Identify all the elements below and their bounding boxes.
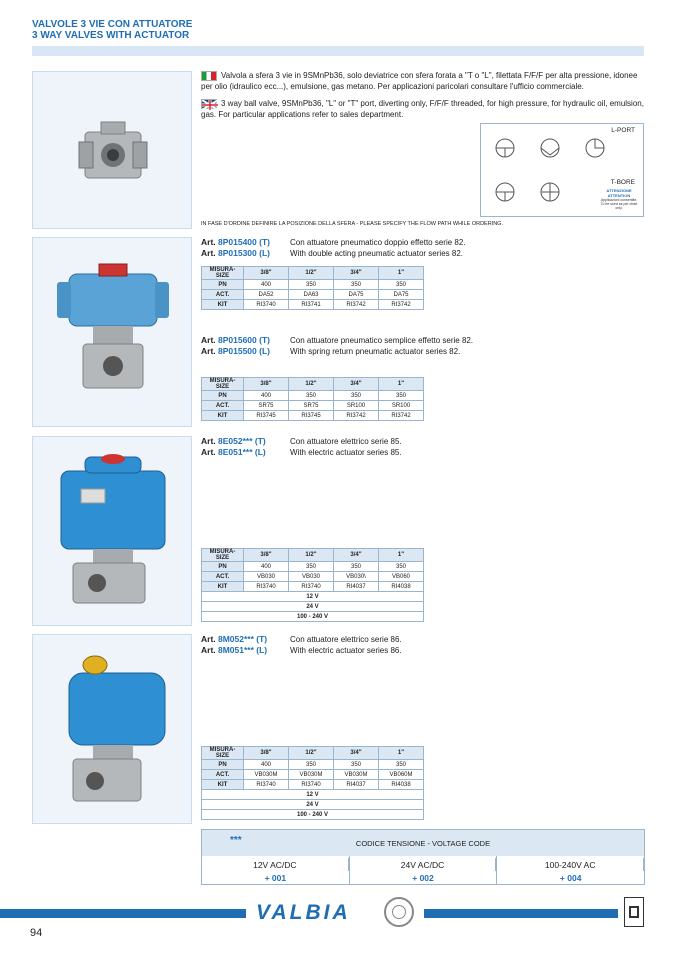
table-row [202,790,424,800]
table-cell: RI4038 [379,780,424,790]
table-cell: 400 [244,391,289,401]
table-cell: SR75 [244,401,289,411]
port-schematics-icon [485,130,605,216]
table-cell: ACT. [202,290,244,300]
art-code-t [201,237,270,248]
voltage-row: 12 V [202,592,424,602]
product-image-electric-85 [32,436,192,626]
stars-marker: *** [230,835,242,846]
table-cell: PN [202,760,244,770]
uk-flag-icon [201,99,217,109]
table-cell: 1" [379,549,424,562]
table-cell: 3/4" [334,549,379,562]
table-cell: RI3740 [244,780,289,790]
table-cell: 1/2" [289,378,334,391]
table-cell: RI3740 [289,780,334,790]
table-cell: RI3745 [244,411,289,421]
table-cell: 350 [289,391,334,401]
voltage-code: + 002 [412,873,434,883]
spec-table-4 [201,746,424,820]
voltage-code-item [350,856,498,885]
voltage-row: 100 - 240 V [202,810,424,820]
table-row [202,549,424,562]
table-cell: PN [202,562,244,572]
table-cell: PN [202,280,244,290]
footer-bar-right [424,909,618,918]
table-cell: 350 [379,562,424,572]
desc-en: With double acting pneumatic actuator series 82. [290,249,463,258]
product-image-electric-86 [32,634,192,824]
art-prefix: Art. [201,237,218,247]
voltage-row: 24 V [202,800,424,810]
table-cell: 3/4" [334,267,379,280]
table-row [202,267,424,280]
section-2-desc [290,335,473,357]
table-cell: 350 [334,391,379,401]
table-cell: 350 [334,760,379,770]
table-cell: 3/4" [334,747,379,760]
table-cell: 400 [244,760,289,770]
table-cell: 3/8" [244,549,289,562]
table-row [202,401,424,411]
footer-bar-left [0,909,246,918]
spec-table-3 [201,548,424,622]
table-cell: RI4038 [379,582,424,592]
table-cell: VB030 [289,572,334,582]
voltage-code-title: CODICE TENSIONE - VOLTAGE CODE [355,839,491,848]
table-cell: RI3740 [289,582,334,592]
art-code: 8M052*** (T) [218,634,268,644]
table-row [202,800,424,810]
art-code-l [201,645,267,656]
section-3-desc [290,436,402,458]
table-cell: 3/4" [334,378,379,391]
table-cell: KIT [202,411,244,421]
section-4-header [201,634,267,656]
section-2-header [201,335,270,357]
art-code: 8E052*** (T) [218,436,266,446]
desc-en: With electric actuator series 86. [290,646,402,655]
art-code: 8P015300 (L) [218,248,270,258]
table-row [202,300,424,310]
table-cell: DA75 [334,290,379,300]
product-image-pneumatic [32,237,192,427]
table-cell: RI3742 [379,411,424,421]
l-port-label: L-PORT [611,127,635,134]
art-code: 8P015600 (T) [218,335,270,345]
table-row [202,391,424,401]
table-row [202,582,424,592]
table-cell: VB060M [379,770,424,780]
table-cell: 350 [289,760,334,770]
table-cell: 1" [379,747,424,760]
desc-en: With electric actuator series 85. [290,448,402,457]
voltage-row: 24 V [202,602,424,612]
table-cell: ACT. [202,572,244,582]
intro-it [201,71,645,92]
table-cell: 350 [379,391,424,401]
section-4-desc [290,634,402,656]
attention-box [599,188,639,210]
table-cell: RI3742 [379,300,424,310]
table-row [202,602,424,612]
group-logo-icon [624,897,644,927]
table-cell: ACT. [202,770,244,780]
attention-en: ATTENTION [607,193,631,198]
table-cell: MISURA-SIZE [202,747,244,760]
section-3-header [201,436,266,458]
art-code-l [201,447,266,458]
table-cell: 350 [289,562,334,572]
electric-actuator-illustration [33,437,191,625]
spec-table-1 [201,266,424,310]
table-row [202,770,424,780]
art-code: 8P015400 (T) [218,237,270,247]
table-row [202,592,424,602]
italian-flag-icon [201,71,217,81]
art-prefix: Art. [201,335,218,345]
table-row [202,280,424,290]
table-cell: 400 [244,562,289,572]
table-row [202,810,424,820]
product-image-valve [32,71,192,229]
desc-it: Con attuatore elettrico serie 86. [290,635,402,644]
table-cell: 3/8" [244,747,289,760]
table-cell: KIT [202,300,244,310]
table-cell: 1/2" [289,747,334,760]
intro-en [201,99,645,120]
section-1-header [201,237,270,259]
table-cell: VB030M [334,770,379,780]
attention-note: Applicazioni consentite. To be used as per chart only. [600,198,638,210]
table-cell: 350 [289,280,334,290]
art-code: 8E051*** (L) [218,447,266,457]
table-cell: RI3745 [289,411,334,421]
art-prefix: Art. [201,248,218,258]
art-code-t [201,436,266,447]
voltage-code-box [201,829,645,885]
table-cell: RI3742 [334,300,379,310]
table-cell: 350 [379,760,424,770]
table-cell: RI3741 [289,300,334,310]
title-it: VALVOLE 3 VIE CON ATTUATORE [32,19,193,30]
table-cell: SR100 [379,401,424,411]
flow-path-diagram [480,123,644,217]
pneumatic-actuator-illustration [33,238,191,426]
voltage-code: + 004 [559,873,582,883]
table-cell: KIT [202,582,244,592]
voltage-row: 12 V [202,790,424,800]
header-bar [32,46,644,56]
table-row [202,378,424,391]
table-cell: RI3742 [334,411,379,421]
table-cell: MISURA-SIZE [202,378,244,391]
table-cell: ACT. [202,401,244,411]
desc-it: Con attuatore elettrico serie 85. [290,437,402,446]
table-cell: 3/8" [244,267,289,280]
art-prefix: Art. [201,645,218,655]
art-code-l [201,248,270,259]
table-cell: PN [202,391,244,401]
table-cell: KIT [202,780,244,790]
table-cell: 350 [334,562,379,572]
art-prefix: Art. [201,436,218,446]
table-cell: RI4037 [334,780,379,790]
certification-seal-icon [384,897,414,927]
art-prefix: Art. [201,634,218,644]
table-cell: 400 [244,280,289,290]
voltage-code-item [497,856,644,885]
table-cell: VB030M [289,770,334,780]
table-cell: VB060 [379,572,424,582]
desc-it: Con attuatore pneumatico doppio effetto serie 82. [290,238,466,247]
table-row [202,290,424,300]
table-cell: SR75 [289,401,334,411]
table-cell: 1/2" [289,267,334,280]
t-bore-label: T-BORE [610,179,635,186]
voltage-code-header [202,830,644,856]
intro-it-text: Valvola a sfera 3 vie in 9SMnPb36, solo deviatrice con sfera forata a "T o "L", filettata F/F/F per alta pressione, idonee per olio (idraulico ecc...), emulsione, gas metano. Per applicazioni paricolari consultare l'ufficio commerciale. [201,71,638,91]
table-cell: MISURA-SIZE [202,549,244,562]
intro-en-text: 3 way ball valve, 9SMnPb36, "L" or "T" port, diverting only, F/F/F threaded, for high pressure, for hydraulic oil, emulsion, gas. For particular applications refer to sales department. [201,99,644,119]
table-row [202,780,424,790]
table-cell: 1" [379,267,424,280]
art-code-t [201,634,267,645]
table-row [202,572,424,582]
ball-valve-illustration [33,72,191,228]
voltage-label: 12V AC/DC [202,858,349,871]
table-cell: VB030\ [334,572,379,582]
table-cell: RI3740 [244,300,289,310]
voltage-label: 100-240V AC [497,858,644,871]
table-cell: SR100 [334,401,379,411]
table-cell: MISURA-SIZE [202,267,244,280]
table-cell: 350 [379,280,424,290]
desc-en: With spring return pneumatic actuator series 82. [290,347,461,356]
table-row [202,562,424,572]
table-row [202,760,424,770]
art-code: 8M051*** (L) [218,645,268,655]
art-code: 8P015500 (L) [218,346,270,356]
spec-table-2 [201,377,424,421]
table-cell: 3/8" [244,378,289,391]
table-row [202,612,424,622]
page-number: 94 [30,927,43,939]
attention-it: ATTENZIONE [606,188,632,193]
title-en: 3 WAY VALVES WITH ACTUATOR [32,30,190,41]
voltage-code: + 001 [264,873,287,883]
table-cell: DA63 [289,290,334,300]
voltage-row: 100 - 240 V [202,612,424,622]
art-code-l [201,346,270,357]
electric-actuator-86-illustration [33,635,191,823]
order-note: IN FASE D'ORDINE DEFINIRE LA POSIZIONE DELLA SFERA - PLEASE SPECIFY THE FLOW PATH WHILE ORDERING. [201,221,503,227]
voltage-code-columns [202,856,644,885]
art-code-t [201,335,270,346]
table-cell: DA52 [244,290,289,300]
table-cell: DA75 [379,290,424,300]
table-cell: RI3740 [244,582,289,592]
art-prefix: Art. [201,447,218,457]
table-cell: 350 [334,280,379,290]
table-row [202,411,424,421]
page-title [32,19,192,41]
desc-it: Con attuatore pneumatico semplice effetto serie 82. [290,336,474,345]
table-cell: VB030M [244,770,289,780]
table-cell: 1/2" [289,549,334,562]
table-cell: RI4037 [334,582,379,592]
brand-logo: VALBIA [256,901,351,924]
voltage-label: 24V AC/DC [350,858,497,871]
table-cell: VB030 [244,572,289,582]
table-cell: 1" [379,378,424,391]
section-1-desc [290,237,466,259]
table-row [202,747,424,760]
art-prefix: Art. [201,346,218,356]
voltage-code-item [202,856,350,885]
